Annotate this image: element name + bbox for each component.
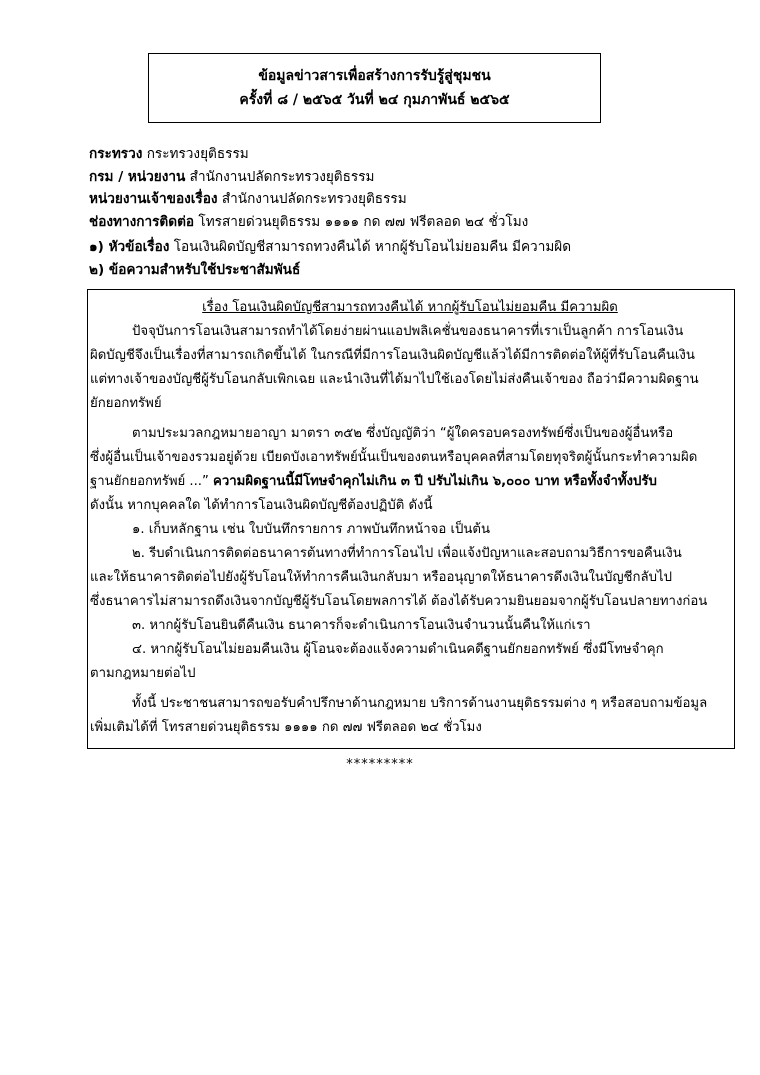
p2-line-1: ตามประมวลกฎหมายอาญา มาตรา ๓๕๒ ซึ่งบัญญัติว่า “ผู้ใดครอบครองทรัพย์ซึ่งเป็นของผู้อื่นหรือ [132, 426, 674, 441]
p1-line-4: ยักยอกทรัพย์ [90, 396, 162, 411]
p2-line-3 [90, 470, 730, 494]
item-4-line-1: ๔. หากผู้รับโอนไม่ยอมคืนเงิน ผู้โอนจะต้องแจ้งความดำเนินคดีฐานยักยอกทรัพย์ ซึ่งมีโทษจำคุก [132, 642, 664, 657]
content-heading: เรื่อง โอนเงินผิดบัญชีสามารถทวงคืนได้ หากผู้รับโอนไม่ยอมคืน มีความผิด [202, 300, 618, 315]
contact-row [89, 211, 729, 234]
item-4-line-2: ตามกฎหมายต่อไป [90, 666, 196, 681]
topic-1-label: ๑) หัวข้อเรื่อง [89, 239, 170, 255]
owner-row [89, 188, 729, 211]
p3-line-1: ทั้งนี้ ประชาชนสามารถขอรับคำปรึกษาด้านกฎหมาย บริการด้านงานยุติธรรมต่าง ๆ หรือสอบถามข้อมูล [132, 696, 708, 711]
department-value: สำนักงานปลัดกระทรวงยุติธรรม [189, 168, 375, 185]
p1-line-3: แต่ทางเจ้าของบัญชีผู้รับโอนกลับเพิกเฉย และนำเงินที่ได้มาไปใช้เองโดยไม่ส่งคืนเจ้าของ ถือว่ามีความผิดฐาน [90, 372, 699, 387]
ministry-label: กระทรวง [89, 146, 143, 162]
item-2-line-2: และให้ธนาคารติดต่อไปยังผู้รับโอนให้ทำการคืนเงินกลับมา หรืออนุญาตให้ธนาคารดึงเงินในบัญชีกลับไป [90, 570, 672, 585]
topic-1-value: โอนเงินผิดบัญชีสามารถทวงคืนได้ หากผู้รับโอนไม่ยอมคืน มีความผิด [173, 239, 572, 255]
ministry-row [89, 143, 729, 166]
contact-label: ช่องทางการติดต่อ [89, 213, 195, 230]
issue-line: ครั้งที่ ๘ / ๒๕๖๕ วันที่ ๒๔ กุมภาพันธ์ ๒๕๖๕ [239, 92, 510, 108]
document-title: ข้อมูลข่าวสารเพื่อสร้างการรับรู้สู่ชุมชน [258, 68, 491, 84]
p2-line-4: ดังนั้น หากบุคคลใด ได้ทำการโอนเงินผิดบัญชีต้องปฏิบัติ ดังนี้ [90, 498, 433, 513]
p2-line-2: ซึ่งผู้อื่นเป็นเจ้าของรวมอยู่ด้วย เบียดบังเอาทรัพย์นั้นเป็นของตนหรือบุคคลที่สามโดยทุจริตผู้นั้นกระทำความผิด [90, 450, 698, 465]
topic-1 [89, 236, 729, 259]
item-2-line-3: ซึ่งธนาคารไม่สามารถดึงเงินจากบัญชีผู้รับโอนโดยพลการได้ ต้องได้รับความยินยอมจากผู้รับโอนปลายทางก่อน [90, 594, 708, 609]
penalty-text: ความผิดฐานนี้มีโทษจำคุกไม่เกิน ๓ ปี ปรับไม่เกิน ๖,๐๐๐ บาท หรือทั้งจำทั้งปรับ [213, 474, 657, 489]
department-row [89, 166, 729, 189]
ministry-value: กระทรวงยุติธรรม [146, 146, 249, 162]
p2-line-3-quote: ฐานยักยอกทรัพย์ ...” [90, 474, 209, 489]
owner-value: สำนักงานปลัดกระทรวงยุติธรรม [221, 191, 407, 207]
meta-block [89, 143, 729, 233]
title-box [148, 53, 601, 123]
topic-2-label: ๒) ข้อความสำหรับใช้ประชาสัมพันธ์ [89, 262, 301, 278]
p1-line-2: ผิดบัญชีจึงเป็นเรื่องที่สามารถเกิดขึ้นได้ ในกรณีที่มีการโอนเงินผิดบัญชีแล้วได้มีการติดต่อให้ผู้ที่รับโอนคืนเงิน [90, 348, 695, 363]
topic-2 [89, 259, 729, 282]
item-3: ๓. หากผู้รับโอนยินดีคืนเงิน ธนาคารก็จะดำเนินการโอนเงินจำนวนนั้นคืนให้แก่เรา [132, 618, 591, 633]
department-label: กรม / หน่วยงาน [89, 168, 186, 185]
p3-line-2: เพิ่มเติมได้ที่ โทรสายด่วนยุติธรรม ๑๑๑๑ กด ๗๗ ฟรีตลอด ๒๔ ชั่วโมง [90, 720, 482, 735]
end-marker: ********* [346, 757, 414, 772]
p1-line-1: ปัจจุบันการโอนเงินสามารถทำได้โดยง่ายผ่านแอปพลิเคชั่นของธนาคารที่เราเป็นลูกค้า การโอนเงิน [132, 324, 684, 339]
item-1: ๑. เก็บหลักฐาน เช่น ใบบันทึกรายการ ภาพบันทึกหน้าจอ เป็นต้น [132, 522, 490, 537]
content-text [90, 296, 730, 740]
item-2-line-1: ๒. รีบดำเนินการติดต่อธนาคารต้นทางที่ทำการโอนไป เพื่อแจ้งปัญหาและสอบถามวิธีการขอคืนเงิน [132, 546, 682, 561]
contact-value: โทรสายด่วนยุติธรรม ๑๑๑๑ กด ๗๗ ฟรีตลอด ๒๔ ชั่วโมง [198, 213, 529, 230]
owner-label: หน่วยงานเจ้าของเรื่อง [89, 191, 218, 207]
topics-block [89, 236, 729, 282]
